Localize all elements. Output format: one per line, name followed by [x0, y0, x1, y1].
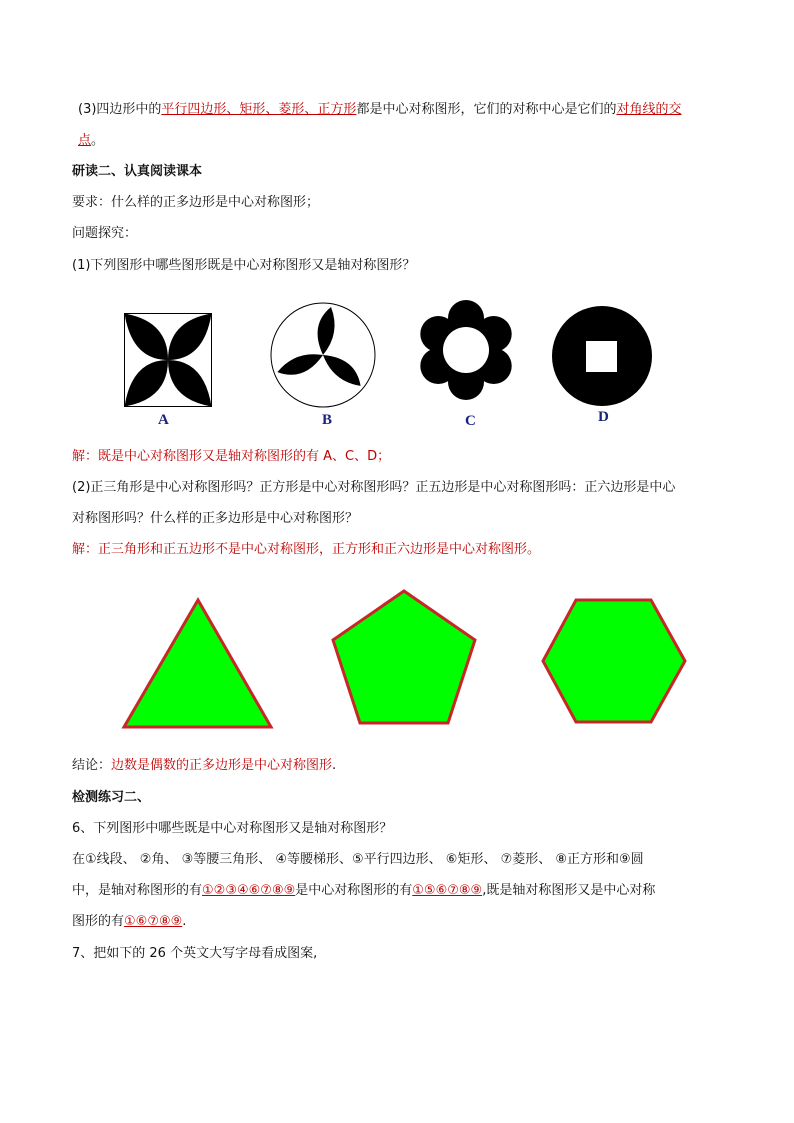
q6-end: .	[182, 914, 187, 929]
p3-text-c: 都是中心对称图形，它们的对称中心是它们的	[356, 102, 617, 117]
q6-answer-central: ①⑤⑥⑦⑧⑨	[412, 883, 483, 898]
q6-text-e: ,既是轴对称图形又是中心对称	[482, 883, 656, 898]
p3-end: 。	[91, 133, 105, 148]
figure-c	[416, 300, 516, 400]
question-7: 7、把如下的 26 个英文大写字母看成图案,	[72, 946, 318, 961]
figure-label-b: B	[322, 412, 333, 428]
question-2-line1: (2)正三角形是中心对称图形吗？正方形是中心对称图形吗？正五边形是中心对称图形吗：正六边形是中心	[72, 480, 676, 495]
q6-text-a: 中，是轴对称图形的有	[72, 883, 203, 898]
figure-d	[552, 306, 652, 406]
pentagon-shape	[330, 588, 478, 728]
answer-2: 解：正三角形和正五边形不是中心对称图形，正方形和正六边形是中心对称图形。	[72, 542, 541, 557]
requirement-text: 要求：什么样的正多边形是中心对称图形；	[72, 195, 320, 210]
conclusion-answer: 边数是偶数的正多边形是中心对称图形	[111, 758, 333, 773]
figure-label-a: A	[158, 412, 169, 428]
question-1: (1)下列图形中哪些图形既是中心对称图形又是轴对称图形？	[72, 258, 416, 273]
figure-label-d: D	[598, 409, 609, 425]
q6-answer-both: ①⑥⑦⑧⑨	[124, 914, 183, 929]
figure-a	[124, 313, 212, 407]
p3-text-a: (3)四边形中的	[78, 102, 162, 117]
p3-line1	[78, 101, 681, 119]
conclusion-end: .	[332, 758, 337, 773]
q6-answer-axial: ①②③④⑥⑦⑧⑨	[202, 883, 296, 898]
q6-text-c: 是中心对称图形的有	[295, 883, 413, 898]
exercise2-title: 检测练习二、	[72, 790, 151, 805]
answer-1: 解：既是中心对称图形又是轴对称图形的有 A、C、D；	[72, 449, 391, 464]
question-6-line2	[72, 882, 655, 900]
explore-text: 问题探究：	[72, 226, 138, 241]
conclusion-line	[72, 757, 336, 775]
figure-label-c: C	[465, 413, 476, 429]
p3-answer-diagonal: 对角线的交	[616, 102, 682, 117]
question-6-line3	[72, 913, 186, 931]
conclusion-label: 结论：	[72, 758, 112, 773]
p3-line2	[78, 132, 104, 150]
q6-text-f: 图形的有	[72, 914, 125, 929]
triangle-shape	[120, 598, 275, 730]
section2-title: 研读二、认真阅读课本	[72, 164, 203, 179]
question-2-line2: 对称图形吗？什么样的正多边形是中心对称图形？	[72, 511, 359, 526]
figure-b	[270, 302, 376, 408]
question-6-line1: 在①线段、 ②角、 ③等腰三角形、 ④等腰梯形、⑤平行四边形、 ⑥矩形、 ⑦菱形、 ⑧正方形和⑨圆	[72, 852, 644, 867]
question-6: 6、下列图形中哪些既是中心对称图形又是轴对称图形？	[72, 821, 393, 836]
p3-answer-shapes: 平行四边形、矩形、菱形、正方形	[161, 102, 357, 117]
p3-answer-point: 点	[78, 133, 92, 148]
hexagon-shape	[540, 597, 688, 725]
